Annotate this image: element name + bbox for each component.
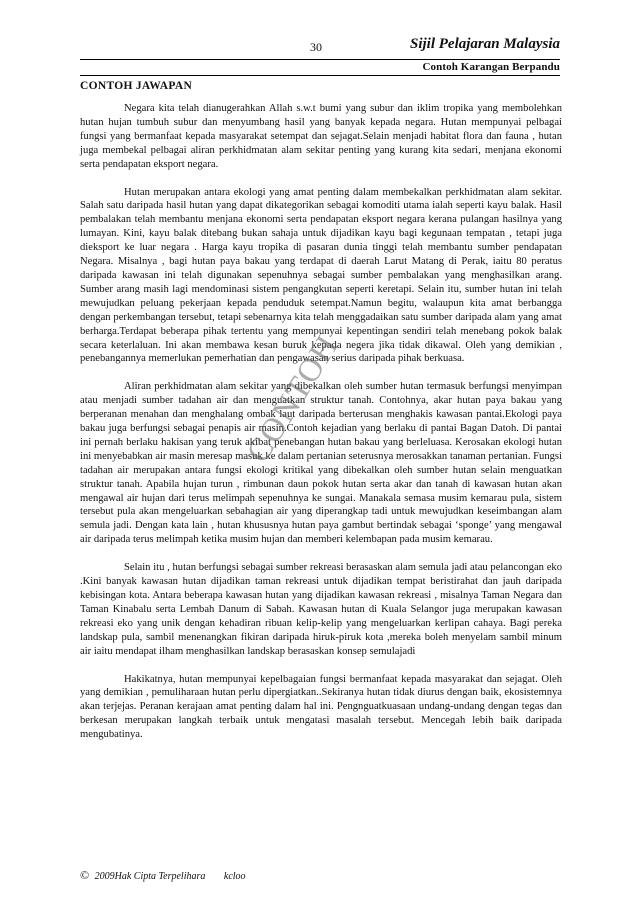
paragraph-5: Hakikatnya, hutan mempunyai kepelbagaian fungsi bermanfaat kepada masyarakat dan sejagat. Oleh yang demikian , pemuliharaan hutan perlu dipergiatkan..Sekiranya hutan tidak diurus dengan baik, ekosistemnya akan terjejas. Peranan kerajaan amat penting dalam hal ini. Pengnguatkuasaan undang-undang dengan tegas dan berkesan merupakan langkah terbaik untuk mengatasi masalah tersebut. Mencegah lebih baik daripada mengubatinya. — [80, 673, 562, 741]
watermark: CONTOH — [240, 328, 347, 470]
copyright-text: 2009Hak Cipta Terpelihara — [94, 871, 206, 882]
footer — [80, 868, 246, 883]
document-subtitle: Contoh Karangan Berpandu — [422, 61, 560, 73]
paragraph-2: Hutan merupakan antara ekologi yang amat penting dalam membekalkan perkhidmatan alam sekitar. Salah satu daripada hasil hutan yang dapat dikategorikan sebagai komoditi utama ialah seperti kayu balak. Hasil pembalakan telah membantu menjana ekonomi serta pendapatan eksport negara kerana pulangan hasilnya yang lumayan. Kini, kayu balak ditebang bukan sahaja untuk dijadikan kayu bagi kegunaan tempatan , tetapi juga dieksport ke luar negara . Harga kayu tropika di pasaran dunia tinggi telah membantu sumber pendapatan Negara. Misalnya , bagi hutan paya bakau yang terdapat di daerah Larut Matang di Perak, iaitu 80 peratus daripada kawasan ini telah digunakan sepenuhnya sebagai sumber pembalakan yang menghasilkan arang. Sumber arang masih lagi mendominasi sistem pengangkutan seperti keretapi. Selain itu, sumber hutan ini telah mewujudkan peluang pekerjaan kepada penduduk setempat.Namun begitu, walaupun kita amat berbangga dengan perkembangan tersebut, tetapi sebenarnya kita telah menggadaikan satu sumber daripada alam yang amat berharga.Terdapat beberapa pihak tertentu yang mempunyai kepentingan sendiri telah menebang pokok balak secara keterlaluan. Ini akan membawa kesan buruk kepada negera jika tidak dikawal. Oleh yang demikian , penebangannya memerlukan pemerhatian dan pengawasan serius daripada pihak berkuasa. — [80, 186, 562, 365]
paragraph-1: Negara kita telah dianugerahkan Allah s.w.t bumi yang subur dan iklim tropika yang membolehkan hutan hujan tumbuh subur dan menyumbang hasil yang banyak kepada negara. Hutan mempunyai pelbagai fungsi yang bermanfaat kepada masyarakat setempat dan sejagat.Selain menjadi habitat flora dan fauna , hutan juga membekal pelbagai aliran perkhidmatan alam sekitar penting yang kurang kita sedari, menjana ekonomi serta pendapatan eksport negara. — [80, 103, 562, 170]
essay-body — [80, 102, 562, 756]
section-title: CONTOH JAWAPAN — [80, 80, 193, 92]
paragraph-4: Selain itu , hutan berfungsi sebagai sumber rekreasi berasaskan alam semula jadi atau pelancongan eko .Kini banyak kawasan hutan dijadikan taman rekreasi untuk dijadikan tempat beristirahat dan jauh daripada kebisingan kota. Antara beberapa kawasan hutan yang dijadikan kawasan rekreasi , misalnya Taman Negara dan Taman Kinabalu serta Lembah Danum di Sabah. Kawasan hutan di Kuala Selangor juga merupakan kawasan rekreasi eko yang unik dengan kehadiran ribuan kelip-kelip yang mengeluarkan kerlipan cahaya. Bagi pereka landskap pula, sambil menenangkan fikiran daripada hiruk-piruk kota ,mereka boleh menyelam sambil minum air iaitu mendapat ilham menghasilkan landskap berasaskan konsep semulajadi — [80, 562, 562, 657]
author: kcloo — [223, 871, 246, 882]
document-title: Sijil Pelajaran Malaysia — [409, 36, 560, 52]
page-number: 30 — [310, 40, 322, 54]
header-rule-bottom — [80, 75, 560, 76]
copyright-icon: © — [80, 868, 90, 882]
paragraph-3: Aliran perkhidmatan alam sekitar yang dibekalkan oleh sumber hutan termasuk berfungsi menyimpan atau menjadi sumber tadahan air dan menguatkan struktur tanah. Contohnya, akar hutan paya bakau yang berperanan menahan dan menghalang ombak laut daripada berterusan menghakis kawasan pantai.Ekologi paya bakau juga berfungsi sebagai penapis air masin.Contoh kejadian yang berlaku di pantai Bagan Datoh. Di pantai ini pernah berlaku hakisan yang teruk akibat penebangan hutan bakau yang berleluasa. Kerosakan ekologi hutan ini menyebabkan air masin meresap masuk ke dalam pertanian seterusnya merosakkan tanaman pertanian. Fungsi tadahan air merupakan antara fungsi ekologi kritikal yang dibekalkan oleh sumber hutan selain menguatkan struktur tanah. Apabila hujan turun , rimbunan daun pokok hutan serta akar dan tanah di kawasan hutan akan mengawal air hujan dari terus melimpah sepenuhnya ke sungai. Manakala semasa musim kemarau pula, sistem tersebut pula akan mengeluarkan sebahagian air yang diperangkap tadi untuk mewujudkan keseimbangan alam semula jadi. Dengan kata lain , hutan khususnya hutan paya gambut bertindak sebagai ‘sponge’ yang mengawal air daripada terus melimpah ketika musim hujan dan memberi kelembapan pada musim kemarau. — [80, 381, 562, 546]
header-rule-top — [80, 59, 560, 60]
